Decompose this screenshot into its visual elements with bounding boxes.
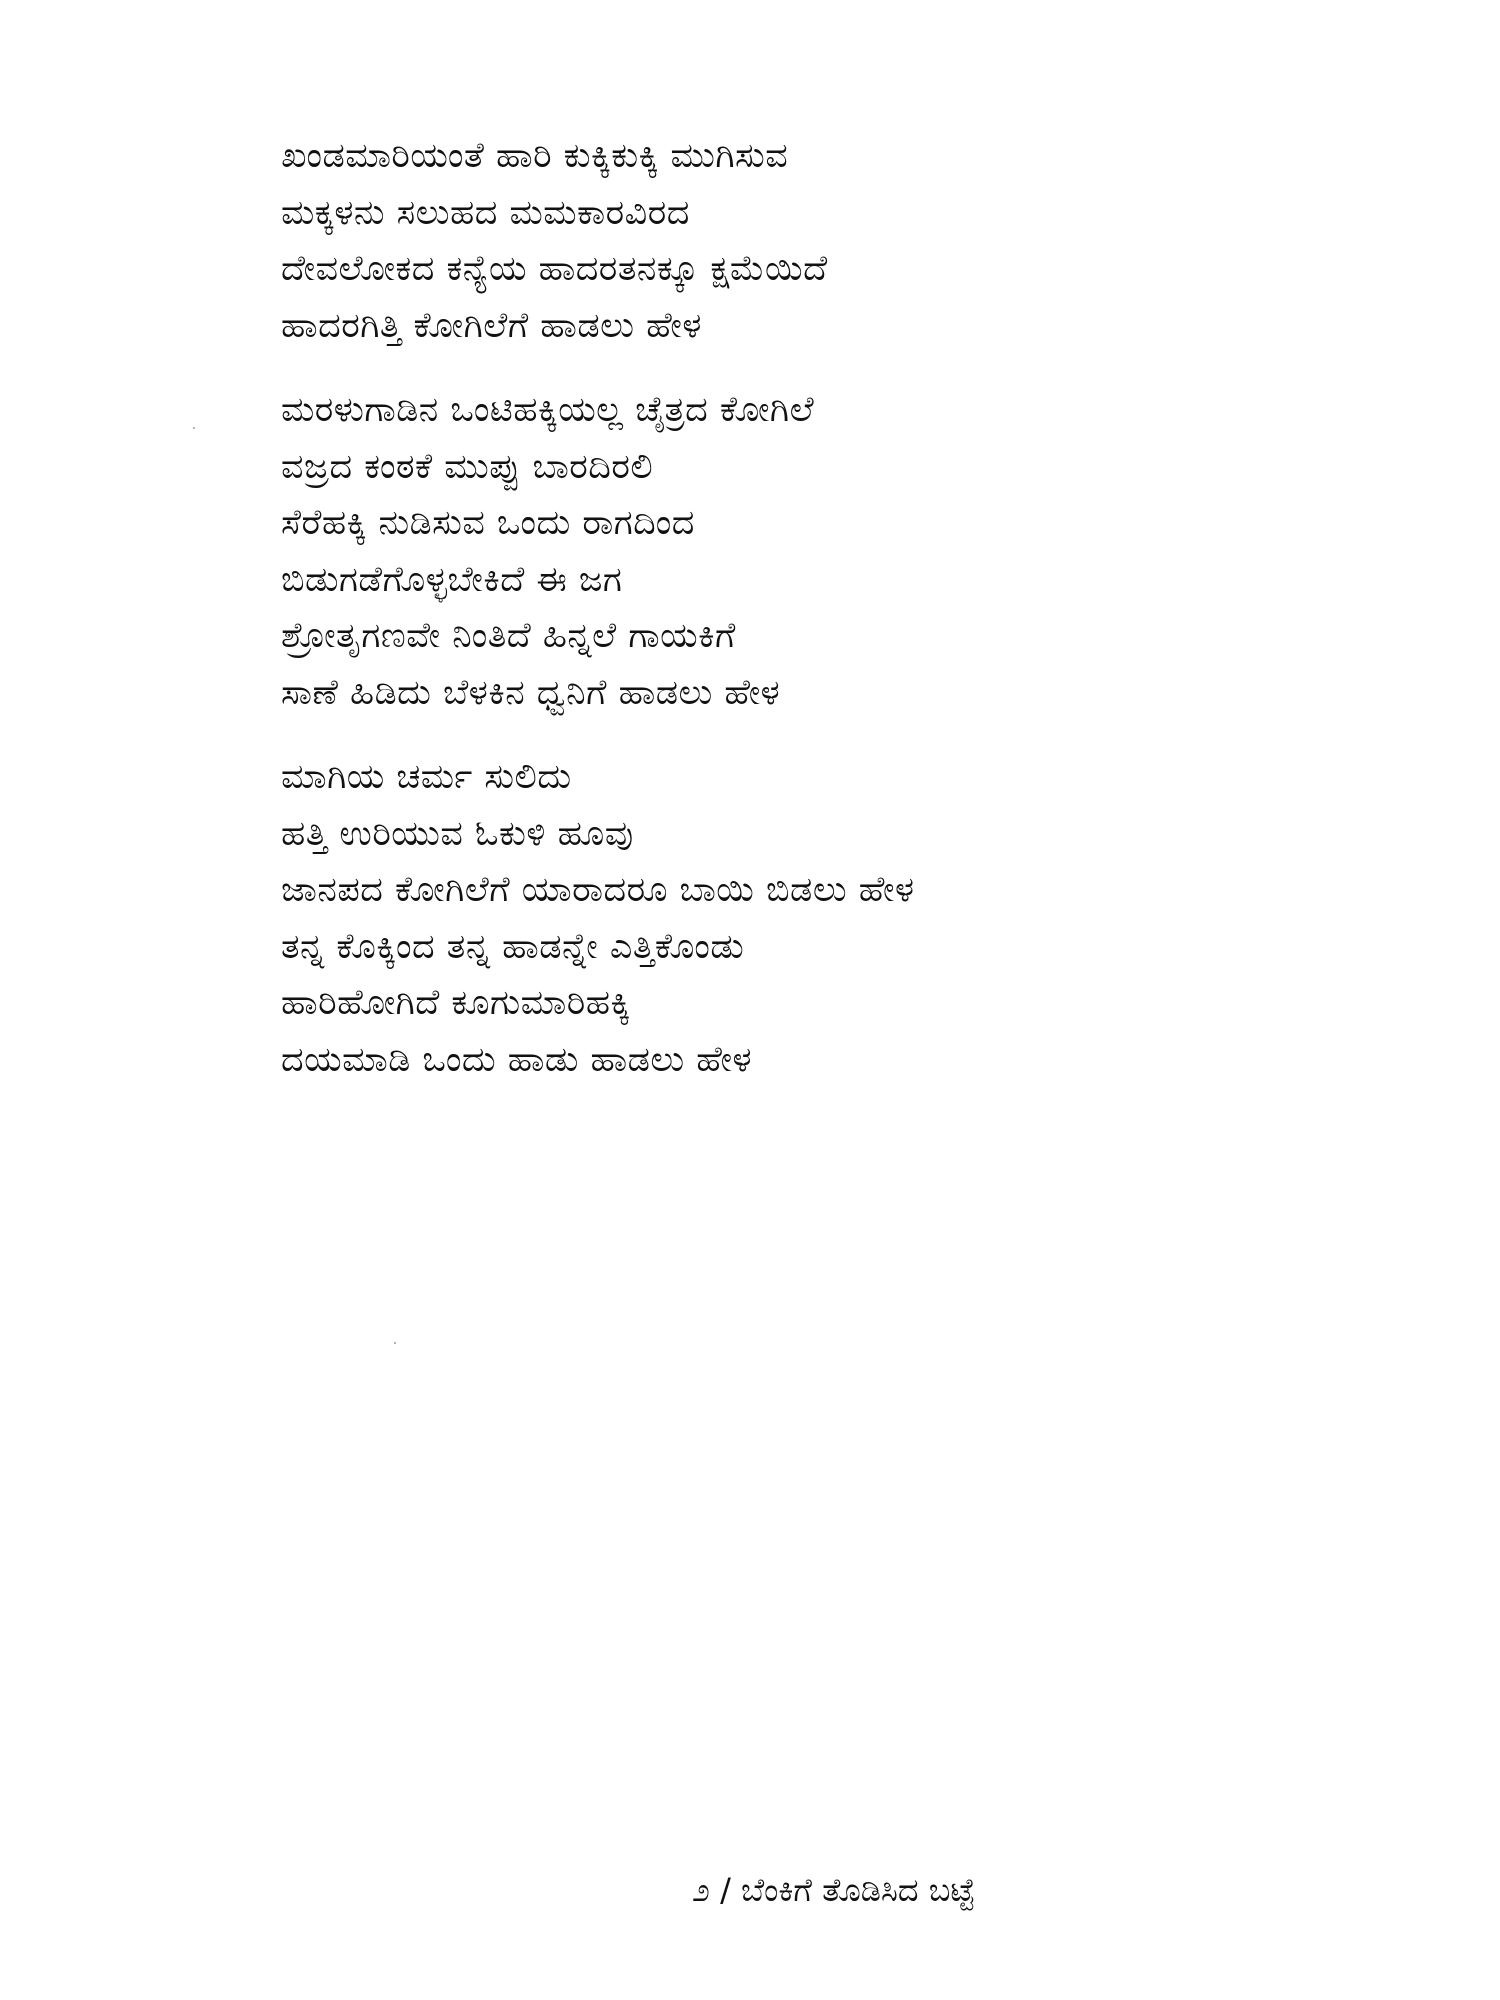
poem-line: ಹಾರಿಹೋಗಿದೆ ಕೂಗುಮಾರಿಹಕ್ಕಿ bbox=[281, 983, 631, 1023]
poem-line: ಹಾದರಗಿತ್ತಿ ಕೋಗಿಲೆಗೆ ಹಾಡಲು ಹೇಳ bbox=[281, 305, 702, 346]
poem-line: ತನ್ನ ಕೊಕ್ಕಿಂದ ತನ್ನ ಹಾಡನ್ನೇ ಎತ್ತಿಕೊಂಡು bbox=[281, 926, 745, 967]
poem-line: ವಜ್ರದ ಕಂಠಕೆ ಮುಪ್ಪು ಬಾರದಿರಲಿ bbox=[281, 446, 654, 487]
stanza-1 bbox=[281, 128, 1281, 354]
scan-speck bbox=[193, 427, 195, 429]
poem-line: ಜಾನಪದ ಕೋಗಿಲೆಗೆ ಯಾರಾದರೂ ಬಾಯಿ ಬಿಡಲು ಹೇಳ bbox=[281, 870, 915, 910]
poem-line: ಮರಳುಗಾಡಿನ ಒಂಟಿಹಕ್ಕಿಯಲ್ಲ ಚೈತ್ರದ ಕೋಗಿಲೆ bbox=[281, 390, 815, 430]
poem-line: ಹತ್ತಿ ಉರಿಯುವ ಓಕುಳಿ ಹೂವು bbox=[281, 813, 634, 854]
footer-separator: / bbox=[720, 1871, 731, 1909]
poem-line: ದಯಮಾಡಿ ಒಂದು ಹಾಡು ಹಾಡಲು ಹೇಳ bbox=[281, 1039, 753, 1080]
stanza-2 bbox=[281, 382, 1281, 721]
poem-line: ಬಿಡುಗಡೆಗೊಳ್ಳಬೇಕಿದೆ ಈ ಜಗ bbox=[281, 559, 623, 600]
poem-line: ಸಾಣೆ ಹಿಡಿದು ಬೆಳಕಿನ ಧ್ವನಿಗೆ ಹಾಡಲು ಹೇಳ bbox=[281, 672, 781, 713]
poem-line: ದೇವಲೋಕದ ಕನ್ಯೆಯ ಹಾದರತನಕ್ಕೂ ಕ್ಷಮೆಯಿದೆ bbox=[281, 249, 828, 289]
book-title: ಬೆಂಕಿಗೆ ತೊಡಿಸಿದ ಬಟ್ಟೆ bbox=[741, 1871, 975, 1909]
poem-line: ಮಕ್ಕಳನು ಸಲುಹದ ಮಮಕಾರವಿರದ bbox=[281, 192, 690, 233]
page-footer bbox=[692, 1870, 975, 1910]
poem-line: ಮಾಗಿಯ ಚರ್ಮ ಸುಲಿದು bbox=[281, 757, 572, 797]
scan-speck bbox=[394, 1342, 396, 1344]
poem-body bbox=[281, 128, 1281, 1116]
poem-line: ಖಂಡಮಾರಿಯಂತೆ ಹಾರಿ ಕುಕ್ಕಿಕುಕ್ಕಿ ಮುಗಿಸುವ bbox=[281, 136, 789, 176]
stanza-3 bbox=[281, 749, 1281, 1088]
poem-line: ಶ್ರೋತೃಗಣವೇ ನಿಂತಿದೆ ಹಿನ್ನಲೆ ಗಾಯಕಿಗೆ bbox=[281, 616, 736, 656]
page-number: ೨ bbox=[692, 1871, 710, 1909]
poem-line: ಸೆರೆಹಕ್ಕಿ ನುಡಿಸುವ ಒಂದು ರಾಗದಿಂದ bbox=[281, 503, 695, 543]
